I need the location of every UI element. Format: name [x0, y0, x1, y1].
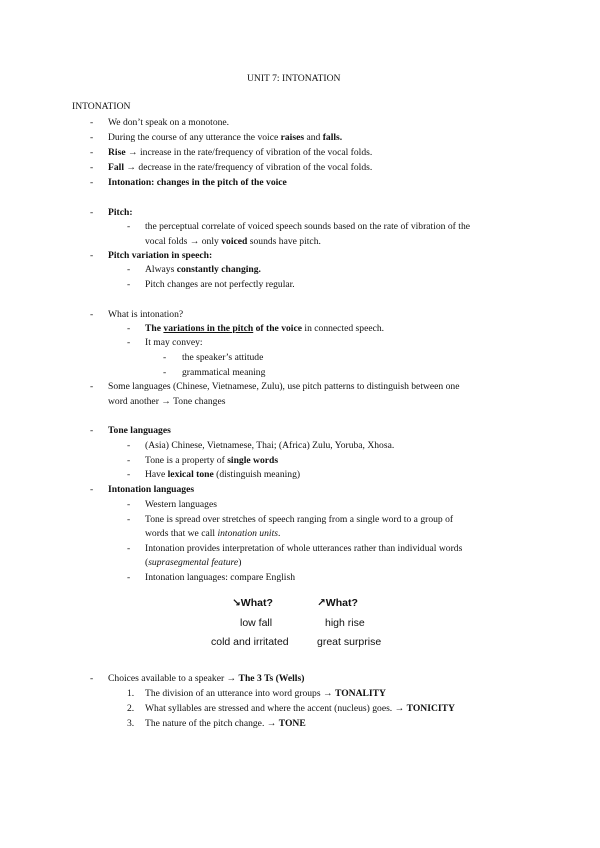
bullet-dash: -: [127, 221, 131, 232]
bullet-dash: -: [127, 440, 131, 451]
list-item-label: Intonation languages: [108, 484, 195, 495]
bullet-dash: -: [90, 425, 94, 436]
list-item: The variations in the pitch of the voice in connected speech.: [145, 323, 385, 334]
list-item: Some languages (Chinese, Vietnamese, Zulu), use pitch patterns to distinguish between one: [108, 381, 460, 392]
bullet-dash: -: [90, 207, 94, 218]
list-item-continuation: word another → Tone changes: [108, 396, 226, 407]
bullet-dash: -: [90, 147, 94, 158]
compare-left-line2: cold and irritated: [211, 636, 289, 648]
list-item: What is intonation?: [108, 309, 184, 320]
bullet-dash: -: [90, 177, 94, 188]
bullet-dash: -: [90, 484, 94, 495]
list-item: What syllables are stressed and where the accent (nucleus) goes. → TONICITY: [145, 703, 455, 714]
bullet-dash: -: [163, 367, 167, 378]
list-item: Intonation provides interpretation of whole utterances rather than individual words: [145, 543, 463, 554]
bullet-dash: -: [127, 323, 131, 334]
bullet-dash: -: [127, 264, 131, 275]
list-item: During the course of any utterance the voice raises and falls.: [108, 132, 343, 143]
list-item-continuation: vocal folds → only voiced sounds have pitch.: [145, 236, 321, 247]
bullet-dash: -: [127, 469, 131, 480]
list-number: 3.: [127, 718, 135, 729]
compare-right-line2: great surprise: [317, 636, 382, 648]
list-item: Western languages: [145, 499, 217, 510]
compare-left-heading: ↘What?: [232, 597, 273, 609]
bullet-dash: -: [127, 279, 131, 290]
list-item: Tone is spread over stretches of speech ranging from a single word to a group of: [145, 514, 454, 525]
list-item: Have lexical tone (distinguish meaning): [145, 469, 301, 480]
compare-right-line1: high rise: [325, 617, 365, 629]
page-title: UNIT 7: INTONATION: [247, 73, 341, 84]
bullet-dash: -: [127, 543, 131, 554]
list-item: the speaker’s attitude: [182, 352, 264, 363]
list-item: Always constantly changing.: [145, 264, 261, 275]
list-item: (Asia) Chinese, Vietnamese, Thai; (Africa) Zulu, Yoruba, Xhosa.: [145, 440, 395, 451]
list-item: Rise → increase in the rate/frequency of vibration of the vocal folds.: [108, 147, 373, 158]
bullet-dash: -: [90, 162, 94, 173]
list-item: Tone is a property of single words: [145, 455, 279, 466]
bullet-dash: -: [127, 499, 131, 510]
list-item: The division of an utterance into word groups → TONALITY: [145, 688, 386, 699]
list-item-continuation: words that we call intonation units.: [145, 528, 281, 539]
list-item-label: Pitch:: [108, 207, 133, 218]
bullet-dash: -: [90, 673, 94, 684]
list-item: Choices available to a speaker → The 3 Ts (Wells): [108, 673, 305, 684]
list-item: Pitch changes are not perfectly regular.: [145, 279, 295, 290]
list-item: the perceptual correlate of voiced speech sounds based on the rate of vibration of the: [145, 221, 470, 232]
bullet-dash: -: [90, 381, 94, 392]
bullet-dash: -: [127, 572, 131, 583]
bullet-dash: -: [127, 337, 131, 348]
list-item: Intonation languages: compare English: [145, 572, 295, 583]
list-item-label: Pitch variation in speech:: [108, 250, 213, 261]
compare-left-line1: low fall: [240, 617, 273, 629]
bullet-dash: -: [127, 455, 131, 466]
bullet-dash: -: [90, 250, 94, 261]
bullet-dash: -: [90, 132, 94, 143]
list-item: Fall → decrease in the rate/frequency of vibration of the vocal folds.: [108, 162, 373, 173]
list-item-continuation: (suprasegmental feature): [145, 557, 242, 568]
bullet-dash: -: [127, 514, 131, 525]
bullet-dash: -: [163, 352, 167, 363]
bullet-dash: -: [90, 117, 94, 128]
list-item: Intonation: changes in the pitch of the voice: [108, 177, 287, 188]
list-item: It may convey:: [145, 337, 203, 348]
list-item: grammatical meaning: [182, 367, 266, 378]
list-number: 1.: [127, 688, 135, 699]
section-heading: INTONATION: [72, 101, 131, 112]
list-item: We don’t speak on a monotone.: [108, 117, 230, 128]
bullet-dash: -: [90, 309, 94, 320]
compare-right-heading: ↗What?: [317, 597, 358, 609]
list-number: 2.: [127, 703, 135, 714]
list-item-label: Tone languages: [108, 425, 171, 436]
list-item: The nature of the pitch change. → TONE: [145, 718, 306, 729]
